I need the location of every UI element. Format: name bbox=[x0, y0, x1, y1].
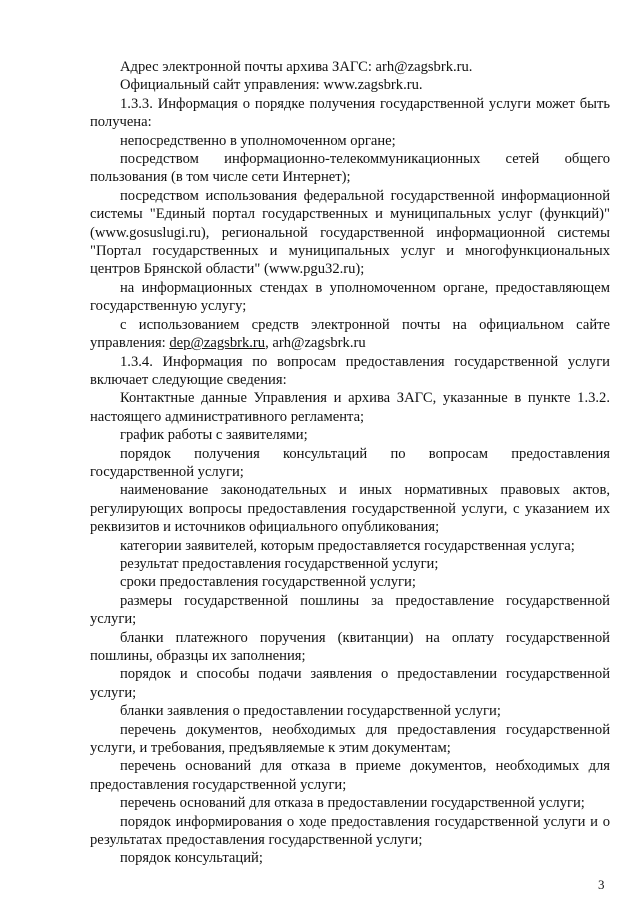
paragraph-official-site: Официальный сайт управления: www.zagsbrk.ru. bbox=[120, 77, 423, 94]
email-suffix-text: , arh@zagsbrk.ru bbox=[265, 335, 366, 352]
paragraph-1-3-3: 1.3.3. Информация о порядке получения государственной услуги может быть получена: bbox=[90, 95, 610, 131]
paragraph-directly: непосредственно в уполномоченном органе; bbox=[120, 132, 396, 149]
paragraph-portals: посредством использования федеральной государственной информационной системы "Единый портал государственных и муниципальных услуг (функций)" (www.gosuslugi.ru), региональной государственной информационной системы "Портал государственных и муниципальных услуг и многофункциональных центров Брянской области" (www.pgu32.ru); bbox=[90, 187, 610, 278]
page-number: 3 bbox=[598, 877, 605, 892]
paragraph-telecom-networks: посредством информационно-телекоммуникационных сетей общего пользования (в том числе сети Интернет); bbox=[90, 151, 610, 186]
paragraph-legal-acts: наименование законодательных и иных нормативных правовых актов, регулирующих вопросы предоставления государственной услуги, с указанием их реквизитов и источников официального опубликования; bbox=[90, 482, 610, 536]
paragraph-payment-forms: бланки платежного поручения (квитанции) на оплату государственной пошлины, образцы их заполнения; bbox=[90, 629, 610, 664]
paragraph-application-submission: порядок и способы подачи заявления о предоставлении государственной услуги; bbox=[90, 666, 610, 701]
paragraph-application-forms: бланки заявления о предоставлении государственной услуги; bbox=[120, 703, 501, 720]
paragraph-refusal-acceptance: перечень оснований для отказа в приеме документов, необходимых для предоставления государственной услуги; bbox=[90, 758, 610, 793]
paragraph-service-result: результат предоставления государственной услуги; bbox=[120, 555, 439, 572]
paragraph-refusal-service: перечень оснований для отказа в предоставлении государственной услуги; bbox=[120, 795, 585, 812]
paragraph-service-terms: сроки предоставления государственной услуги; bbox=[120, 574, 416, 591]
email-prefix-text: с использованием средств электронной почты на официальном сайте управления: bbox=[90, 316, 610, 352]
paragraph-consultations: порядок консультаций; bbox=[120, 850, 263, 867]
paragraph-archive-email: Адрес электронной почты архива ЗАГС: arh@zagsbrk.ru. bbox=[120, 59, 473, 75]
paragraph-contact-data: Контактные данные Управления и архива ЗАГС, указанные в пункте 1.3.2. настоящего административного регламента; bbox=[90, 390, 610, 425]
paragraph-required-documents: перечень документов, необходимых для предоставления государственной услуги, и требования, предъявляемые к этим документам; bbox=[90, 721, 610, 757]
paragraph-email-contacts bbox=[90, 316, 610, 353]
paragraph-work-schedule: график работы с заявителями; bbox=[120, 427, 308, 444]
document-body bbox=[90, 58, 610, 868]
paragraph-progress-info: порядок информирования о ходе предоставления государственной услуги и о результатах предоставления государственной услуги; bbox=[90, 813, 610, 849]
paragraph-state-duty: размеры государственной пошлины за предоставление государственной услуги; bbox=[90, 592, 610, 628]
paragraph-1-3-4: 1.3.4. Информация по вопросам предоставления государственной услуги включает следующие сведения: bbox=[90, 353, 610, 388]
paragraph-consultation-procedure: порядок получения консультаций по вопросам предоставления государственной услуги; bbox=[90, 445, 610, 480]
dep-email-link[interactable]: dep@zagsbrk.ru bbox=[169, 335, 266, 352]
paragraph-info-stands: на информационных стендах в уполномоченном органе, предоставляющем государственную услугу; bbox=[90, 279, 610, 315]
paragraph-applicant-categories: категории заявителей, которым предоставляется государственная услуга; bbox=[120, 537, 575, 554]
